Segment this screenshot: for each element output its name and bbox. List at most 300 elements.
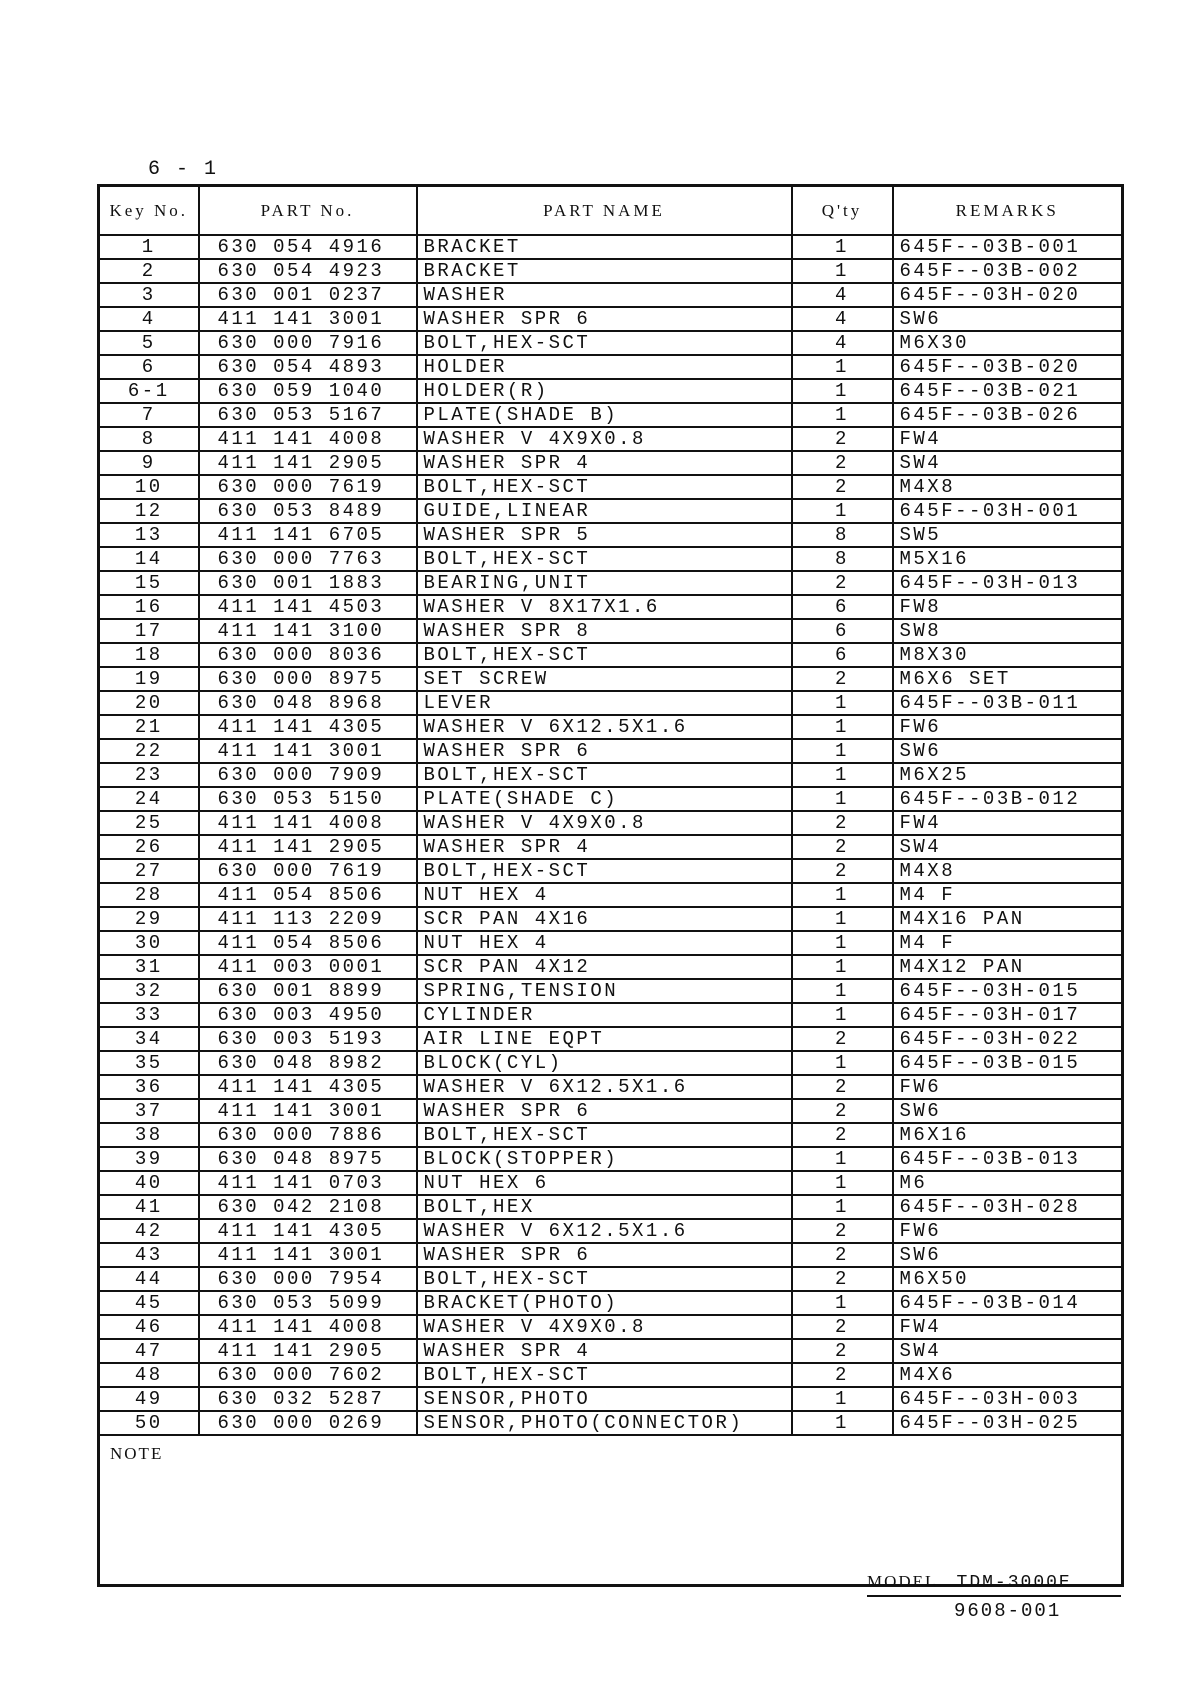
header-qty: Q'ty: [792, 186, 893, 236]
table-row: [99, 1147, 1123, 1171]
cell-key-no: 36: [99, 1075, 199, 1099]
table-row: [99, 571, 1123, 595]
cell-key-no: 31: [99, 955, 199, 979]
cell-part-name: WASHER V 6X12.5X1.6: [417, 715, 792, 739]
cell-part-name: SCR PAN 4X16: [417, 907, 792, 931]
cell-part-no: 411 141 4008: [199, 1315, 417, 1339]
cell-key-no: 1: [99, 235, 199, 259]
cell-qty: 1: [792, 1411, 893, 1435]
cell-remarks: 645F--03B-012: [893, 787, 1123, 811]
table-row: [99, 1027, 1123, 1051]
table-row: [99, 1243, 1123, 1267]
table-row: [99, 1003, 1123, 1027]
table-row: [99, 955, 1123, 979]
cell-key-no: 47: [99, 1339, 199, 1363]
header-key-no: Key No.: [99, 186, 199, 236]
cell-key-no: 17: [99, 619, 199, 643]
cell-part-no: 411 113 2209: [199, 907, 417, 931]
cell-remarks: 645F--03B-011: [893, 691, 1123, 715]
cell-part-name: HOLDER: [417, 355, 792, 379]
table-row: [99, 283, 1123, 307]
cell-part-name: WASHER V 4X9X0.8: [417, 1315, 792, 1339]
table-row: [99, 859, 1123, 883]
cell-remarks: M8X30: [893, 643, 1123, 667]
cell-key-no: 18: [99, 643, 199, 667]
cell-qty: 4: [792, 331, 893, 355]
cell-qty: 4: [792, 307, 893, 331]
header-part-name: PART NAME: [417, 186, 792, 236]
table-row: [99, 691, 1123, 715]
cell-part-no: 411 141 3001: [199, 739, 417, 763]
cell-part-name: BRACKET: [417, 235, 792, 259]
cell-qty: 1: [792, 979, 893, 1003]
note-row: [99, 1435, 1123, 1586]
cell-part-name: WASHER V 4X9X0.8: [417, 811, 792, 835]
table-row: [99, 667, 1123, 691]
cell-key-no: 4: [99, 307, 199, 331]
cell-key-no: 46: [99, 1315, 199, 1339]
cell-part-no: 630 000 7619: [199, 475, 417, 499]
cell-part-name: BOLT,HEX-SCT: [417, 331, 792, 355]
cell-key-no: 35: [99, 1051, 199, 1075]
cell-remarks: SW6: [893, 1099, 1123, 1123]
cell-key-no: 44: [99, 1267, 199, 1291]
header-remarks: REMARKS: [893, 186, 1123, 236]
cell-key-no: 29: [99, 907, 199, 931]
table-row: [99, 259, 1123, 283]
cell-key-no: 38: [99, 1123, 199, 1147]
cell-part-no: 630 000 7602: [199, 1363, 417, 1387]
table-row: [99, 379, 1123, 403]
model-label: MODEL.: [867, 1572, 944, 1591]
cell-part-name: WASHER SPR 6: [417, 739, 792, 763]
table-row: [99, 643, 1123, 667]
cell-part-no: 630 001 1883: [199, 571, 417, 595]
cell-part-name: WASHER V 4X9X0.8: [417, 427, 792, 451]
cell-qty: 1: [792, 235, 893, 259]
cell-key-no: 20: [99, 691, 199, 715]
cell-key-no: 27: [99, 859, 199, 883]
cell-part-name: BOLT,HEX-SCT: [417, 547, 792, 571]
cell-part-name: AIR LINE EQPT: [417, 1027, 792, 1051]
cell-qty: 1: [792, 883, 893, 907]
cell-part-no: 630 053 8489: [199, 499, 417, 523]
table-row: [99, 403, 1123, 427]
table-row: [99, 883, 1123, 907]
cell-key-no: 50: [99, 1411, 199, 1435]
table-row: [99, 907, 1123, 931]
table-row: [99, 787, 1123, 811]
cell-part-name: BOLT,HEX-SCT: [417, 859, 792, 883]
cell-part-no: 630 000 7916: [199, 331, 417, 355]
table-row: [99, 1051, 1123, 1075]
cell-part-name: NUT HEX 4: [417, 931, 792, 955]
cell-part-name: BLOCK(STOPPER): [417, 1147, 792, 1171]
cell-remarks: 645F--03H-015: [893, 979, 1123, 1003]
cell-part-no: 630 032 5287: [199, 1387, 417, 1411]
cell-qty: 1: [792, 499, 893, 523]
cell-part-name: SPRING,TENSION: [417, 979, 792, 1003]
cell-qty: 1: [792, 907, 893, 931]
cell-remarks: FW4: [893, 427, 1123, 451]
cell-qty: 2: [792, 1027, 893, 1051]
table-header-row: [99, 186, 1123, 236]
table-row: [99, 1267, 1123, 1291]
cell-remarks: FW6: [893, 1219, 1123, 1243]
cell-key-no: 12: [99, 499, 199, 523]
cell-remarks: 645F--03H-001: [893, 499, 1123, 523]
table-row: [99, 547, 1123, 571]
cell-remarks: 645F--03H-017: [893, 1003, 1123, 1027]
cell-key-no: 25: [99, 811, 199, 835]
cell-qty: 2: [792, 1075, 893, 1099]
cell-remarks: SW6: [893, 307, 1123, 331]
cell-part-name: WASHER SPR 6: [417, 1243, 792, 1267]
cell-part-name: WASHER V 8X17X1.6: [417, 595, 792, 619]
cell-remarks: M6: [893, 1171, 1123, 1195]
cell-key-no: 32: [99, 979, 199, 1003]
cell-part-name: HOLDER(R): [417, 379, 792, 403]
cell-qty: 2: [792, 571, 893, 595]
cell-qty: 1: [792, 763, 893, 787]
cell-qty: 1: [792, 1171, 893, 1195]
cell-key-no: 22: [99, 739, 199, 763]
cell-part-name: LEVER: [417, 691, 792, 715]
page-label: 6 - 1: [148, 158, 219, 181]
cell-remarks: 645F--03B-021: [893, 379, 1123, 403]
cell-part-name: WASHER SPR 4: [417, 1339, 792, 1363]
table-row: [99, 1171, 1123, 1195]
cell-qty: 6: [792, 643, 893, 667]
cell-part-name: PLATE(SHADE C): [417, 787, 792, 811]
cell-key-no: 30: [99, 931, 199, 955]
cell-qty: 2: [792, 667, 893, 691]
cell-remarks: SW6: [893, 739, 1123, 763]
cell-part-no: 411 141 2905: [199, 451, 417, 475]
cell-qty: 2: [792, 1315, 893, 1339]
cell-part-name: BOLT,HEX-SCT: [417, 1123, 792, 1147]
cell-part-no: 630 048 8982: [199, 1051, 417, 1075]
cell-part-name: WASHER V 6X12.5X1.6: [417, 1075, 792, 1099]
table-row: [99, 235, 1123, 259]
cell-key-no: 6-1: [99, 379, 199, 403]
cell-part-no: 630 000 7763: [199, 547, 417, 571]
cell-part-name: BRACKET(PHOTO): [417, 1291, 792, 1315]
cell-qty: 1: [792, 1147, 893, 1171]
cell-qty: 2: [792, 1363, 893, 1387]
cell-qty: 1: [792, 931, 893, 955]
table-row: [99, 1219, 1123, 1243]
cell-qty: 1: [792, 1195, 893, 1219]
cell-remarks: 645F--03H-022: [893, 1027, 1123, 1051]
table-row: [99, 1123, 1123, 1147]
table-row: [99, 763, 1123, 787]
cell-qty: 8: [792, 523, 893, 547]
cell-key-no: 5: [99, 331, 199, 355]
note-label: NOTE: [99, 1435, 1123, 1586]
cell-remarks: M4 F: [893, 931, 1123, 955]
cell-remarks: M6X6 SET: [893, 667, 1123, 691]
cell-qty: 2: [792, 835, 893, 859]
cell-part-no: 630 000 7909: [199, 763, 417, 787]
cell-key-no: 23: [99, 763, 199, 787]
cell-part-name: WASHER: [417, 283, 792, 307]
cell-qty: 6: [792, 595, 893, 619]
cell-key-no: 6: [99, 355, 199, 379]
cell-key-no: 14: [99, 547, 199, 571]
cell-part-no: 630 000 7886: [199, 1123, 417, 1147]
cell-part-no: 630 000 8975: [199, 667, 417, 691]
cell-remarks: SW4: [893, 1339, 1123, 1363]
cell-qty: 2: [792, 811, 893, 835]
cell-part-name: WASHER SPR 4: [417, 451, 792, 475]
cell-part-name: NUT HEX 6: [417, 1171, 792, 1195]
cell-part-no: 630 059 1040: [199, 379, 417, 403]
cell-part-name: SENSOR,PHOTO(CONNECTOR): [417, 1411, 792, 1435]
cell-part-name: BOLT,HEX-SCT: [417, 763, 792, 787]
cell-key-no: 26: [99, 835, 199, 859]
cell-remarks: M4X6: [893, 1363, 1123, 1387]
cell-key-no: 24: [99, 787, 199, 811]
cell-qty: 1: [792, 1003, 893, 1027]
table-row: [99, 427, 1123, 451]
cell-part-name: BOLT,HEX-SCT: [417, 643, 792, 667]
cell-remarks: FW6: [893, 1075, 1123, 1099]
cell-qty: 4: [792, 283, 893, 307]
table-row: [99, 523, 1123, 547]
cell-remarks: 645F--03B-020: [893, 355, 1123, 379]
cell-part-no: 630 000 8036: [199, 643, 417, 667]
cell-part-no: 630 054 4893: [199, 355, 417, 379]
table-row: [99, 451, 1123, 475]
cell-key-no: 37: [99, 1099, 199, 1123]
cell-key-no: 16: [99, 595, 199, 619]
cell-remarks: M4X8: [893, 475, 1123, 499]
cell-part-no: 630 053 5099: [199, 1291, 417, 1315]
cell-part-no: 630 042 2108: [199, 1195, 417, 1219]
cell-part-no: 630 048 8975: [199, 1147, 417, 1171]
cell-part-no: 630 053 5167: [199, 403, 417, 427]
cell-part-no: 630 000 7619: [199, 859, 417, 883]
cell-part-name: SET SCREW: [417, 667, 792, 691]
table-row: [99, 979, 1123, 1003]
cell-part-name: CYLINDER: [417, 1003, 792, 1027]
cell-part-no: 630 003 4950: [199, 1003, 417, 1027]
cell-remarks: 645F--03B-002: [893, 259, 1123, 283]
cell-key-no: 10: [99, 475, 199, 499]
cell-qty: 1: [792, 955, 893, 979]
cell-part-name: SENSOR,PHOTO: [417, 1387, 792, 1411]
cell-key-no: 9: [99, 451, 199, 475]
cell-part-no: 411 141 3001: [199, 1243, 417, 1267]
cell-part-name: BLOCK(CYL): [417, 1051, 792, 1075]
cell-part-name: GUIDE,LINEAR: [417, 499, 792, 523]
cell-part-name: WASHER SPR 5: [417, 523, 792, 547]
table-row: [99, 1339, 1123, 1363]
cell-part-name: BOLT,HEX-SCT: [417, 1363, 792, 1387]
cell-remarks: FW8: [893, 595, 1123, 619]
table-row: [99, 1291, 1123, 1315]
table-row: [99, 715, 1123, 739]
cell-qty: 1: [792, 691, 893, 715]
cell-part-no: 411 141 2905: [199, 1339, 417, 1363]
cell-part-no: 411 141 2905: [199, 835, 417, 859]
cell-qty: 6: [792, 619, 893, 643]
cell-remarks: SW6: [893, 1243, 1123, 1267]
cell-key-no: 33: [99, 1003, 199, 1027]
cell-remarks: 645F--03B-026: [893, 403, 1123, 427]
table-row: [99, 1099, 1123, 1123]
table-row: [99, 475, 1123, 499]
cell-qty: 2: [792, 1123, 893, 1147]
cell-qty: 1: [792, 787, 893, 811]
cell-remarks: 645F--03B-014: [893, 1291, 1123, 1315]
cell-remarks: 645F--03H-013: [893, 571, 1123, 595]
cell-part-no: 411 141 4503: [199, 595, 417, 619]
cell-qty: 1: [792, 739, 893, 763]
cell-part-name: PLATE(SHADE B): [417, 403, 792, 427]
cell-part-no: 411 141 3100: [199, 619, 417, 643]
cell-key-no: 19: [99, 667, 199, 691]
cell-part-no: 411 141 6705: [199, 523, 417, 547]
table-row: [99, 739, 1123, 763]
cell-remarks: 645F--03B-001: [893, 235, 1123, 259]
cell-part-name: BEARING,UNIT: [417, 571, 792, 595]
cell-remarks: SW5: [893, 523, 1123, 547]
cell-key-no: 41: [99, 1195, 199, 1219]
cell-key-no: 2: [99, 259, 199, 283]
cell-part-no: 630 000 7954: [199, 1267, 417, 1291]
cell-qty: 1: [792, 379, 893, 403]
cell-part-name: WASHER SPR 8: [417, 619, 792, 643]
cell-qty: 1: [792, 259, 893, 283]
cell-key-no: 49: [99, 1387, 199, 1411]
table-row: [99, 355, 1123, 379]
cell-remarks: M4X16 PAN: [893, 907, 1123, 931]
table-row: [99, 595, 1123, 619]
table-row: [99, 619, 1123, 643]
cell-part-no: 411 141 4305: [199, 715, 417, 739]
cell-part-name: WASHER SPR 6: [417, 307, 792, 331]
cell-part-no: 630 054 4923: [199, 259, 417, 283]
cell-part-name: NUT HEX 4: [417, 883, 792, 907]
cell-qty: 2: [792, 1267, 893, 1291]
cell-part-no: 630 001 0237: [199, 283, 417, 307]
cell-remarks: M6X30: [893, 331, 1123, 355]
cell-remarks: 645F--03H-025: [893, 1411, 1123, 1435]
table-row: [99, 1363, 1123, 1387]
cell-part-no: 411 003 0001: [199, 955, 417, 979]
cell-remarks: M4X12 PAN: [893, 955, 1123, 979]
cell-part-name: BOLT,HEX-SCT: [417, 475, 792, 499]
cell-remarks: M6X16: [893, 1123, 1123, 1147]
cell-qty: 2: [792, 1099, 893, 1123]
cell-remarks: FW4: [893, 1315, 1123, 1339]
cell-key-no: 39: [99, 1147, 199, 1171]
cell-remarks: 645F--03B-013: [893, 1147, 1123, 1171]
cell-key-no: 48: [99, 1363, 199, 1387]
cell-remarks: M4X8: [893, 859, 1123, 883]
cell-qty: 1: [792, 715, 893, 739]
cell-remarks: SW4: [893, 451, 1123, 475]
table-row: [99, 331, 1123, 355]
cell-qty: 2: [792, 475, 893, 499]
cell-part-name: SCR PAN 4X12: [417, 955, 792, 979]
cell-key-no: 8: [99, 427, 199, 451]
cell-part-no: 411 054 8506: [199, 883, 417, 907]
cell-remarks: 645F--03H-003: [893, 1387, 1123, 1411]
cell-remarks: M6X50: [893, 1267, 1123, 1291]
cell-part-name: BRACKET: [417, 259, 792, 283]
cell-part-no: 630 053 5150: [199, 787, 417, 811]
table-row: [99, 1387, 1123, 1411]
cell-part-no: 411 141 0703: [199, 1171, 417, 1195]
cell-part-name: BOLT,HEX-SCT: [417, 1267, 792, 1291]
cell-key-no: 34: [99, 1027, 199, 1051]
cell-remarks: M5X16: [893, 547, 1123, 571]
cell-part-no: 411 054 8506: [199, 931, 417, 955]
cell-remarks: M4 F: [893, 883, 1123, 907]
cell-remarks: FW4: [893, 811, 1123, 835]
cell-key-no: 28: [99, 883, 199, 907]
cell-key-no: 21: [99, 715, 199, 739]
cell-remarks: FW6: [893, 715, 1123, 739]
cell-qty: 1: [792, 355, 893, 379]
cell-part-no: 411 141 4305: [199, 1075, 417, 1099]
cell-key-no: 40: [99, 1171, 199, 1195]
cell-qty: 1: [792, 1051, 893, 1075]
table-row: [99, 1411, 1123, 1435]
table-row: [99, 307, 1123, 331]
cell-qty: 2: [792, 1219, 893, 1243]
cell-key-no: 42: [99, 1219, 199, 1243]
model-number: TDM-3000E: [956, 1573, 1072, 1593]
cell-remarks: 645F--03B-015: [893, 1051, 1123, 1075]
table-row: [99, 1195, 1123, 1219]
cell-remarks: SW8: [893, 619, 1123, 643]
table-row: [99, 499, 1123, 523]
cell-qty: 2: [792, 859, 893, 883]
cell-key-no: 45: [99, 1291, 199, 1315]
cell-part-no: 411 141 3001: [199, 307, 417, 331]
header-part-no: PART No.: [199, 186, 417, 236]
document-number: 9608-001: [954, 1600, 1062, 1622]
cell-part-no: 411 141 4008: [199, 427, 417, 451]
cell-remarks: SW4: [893, 835, 1123, 859]
cell-qty: 1: [792, 1387, 893, 1411]
table-row: [99, 1315, 1123, 1339]
cell-part-no: 411 141 4305: [199, 1219, 417, 1243]
cell-key-no: 43: [99, 1243, 199, 1267]
table-row: [99, 1075, 1123, 1099]
cell-qty: 1: [792, 1291, 893, 1315]
cell-key-no: 15: [99, 571, 199, 595]
cell-qty: 8: [792, 547, 893, 571]
cell-remarks: M6X25: [893, 763, 1123, 787]
table-row: [99, 835, 1123, 859]
cell-remarks: 645F--03H-028: [893, 1195, 1123, 1219]
cell-part-no: 630 000 0269: [199, 1411, 417, 1435]
cell-part-no: 630 003 5193: [199, 1027, 417, 1051]
parts-table: [97, 184, 1124, 1587]
cell-key-no: 3: [99, 283, 199, 307]
cell-part-no: 411 141 4008: [199, 811, 417, 835]
cell-part-name: WASHER SPR 4: [417, 835, 792, 859]
cell-part-no: 411 141 3001: [199, 1099, 417, 1123]
cell-part-no: 630 001 8899: [199, 979, 417, 1003]
cell-part-name: WASHER V 6X12.5X1.6: [417, 1219, 792, 1243]
model-line: [867, 1572, 1121, 1597]
